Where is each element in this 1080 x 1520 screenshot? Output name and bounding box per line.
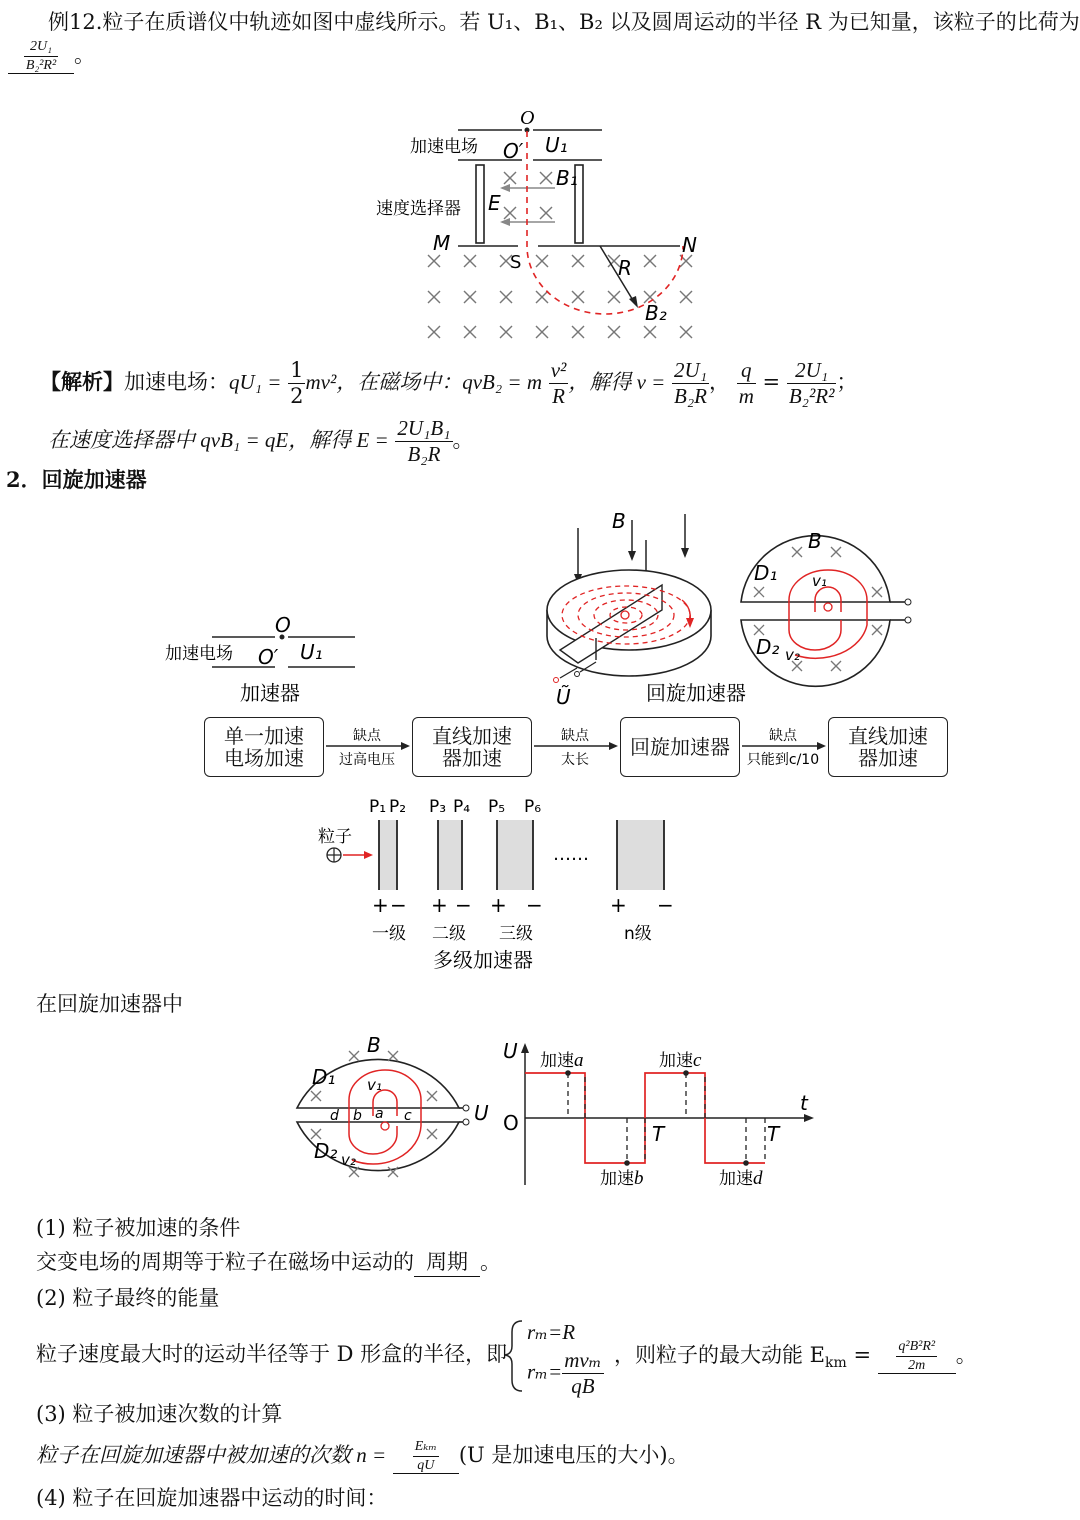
n-fraction [413, 1440, 439, 1473]
solution-text-c: mv²，在磁场中：qvB₂ = m [305, 370, 543, 394]
solution-text-d: ，解得 v = [568, 370, 666, 394]
axis-t: t [800, 1091, 808, 1115]
flow-box-1-l1: 单一加速 [224, 724, 304, 748]
ekm-num: q²B²R² [896, 1340, 937, 1357]
stage1-plus: + [372, 893, 389, 917]
accel-a-text: 加速 [540, 1051, 574, 1071]
point-a: a [375, 1106, 384, 1122]
qm-eq: = [762, 370, 781, 394]
label-cyclotron: 回旋加速器 [646, 681, 746, 705]
accel-b-letter: b [634, 1168, 644, 1189]
item-4-title: (4) 粒子在回旋加速器中运动的时间： [36, 1486, 388, 1510]
label-B-3d: B [612, 509, 626, 533]
label-M: M [433, 231, 451, 255]
ekm-fraction [896, 1340, 937, 1373]
stagen-minus: − [657, 893, 674, 917]
example-statement: 粒子在质谱仪中轨迹如图中虚线所示。若 U₁、B₁、B₂ 以及圆周运动的半径 R 为已知量，该粒子的比荷为 [102, 10, 1080, 34]
label-v2: v₂ [785, 646, 800, 664]
item-3-title: (3) 粒子被加速次数的计算 [36, 1402, 283, 1426]
label-B-f3: B [367, 1033, 381, 1057]
flow-box-2-l2: 器加速 [442, 746, 502, 770]
cyclotron-intro: 在回旋加速器中 [36, 992, 183, 1016]
label-v1: v₁ [812, 572, 827, 590]
plate-P5: P₅ [488, 797, 506, 817]
half-num: 1 [290, 358, 304, 382]
period-T-1: T [652, 1122, 665, 1146]
section-title: 2．回旋加速器 [6, 467, 147, 492]
ekm-den: 2m [908, 1358, 926, 1373]
plate-P1: P₁ [369, 797, 387, 817]
point-d: d [330, 1108, 339, 1124]
label-v2-f3: v₂ [341, 1151, 356, 1169]
item-2-text: 粒子速度最大时的运动半径等于 D 形盒的半径，即 [36, 1342, 508, 1366]
stagen-plus: + [610, 893, 627, 917]
example-number: 例12. [48, 10, 103, 34]
label-velocity-selector: 速度选择器 [376, 199, 461, 219]
plate-P2: P₂ [389, 797, 407, 817]
rm-eq-2-left: rₘ= [527, 1359, 563, 1384]
accel-a-letter: a [574, 1050, 584, 1071]
label-accel-field-2: 加速电场 [165, 644, 233, 664]
v2r-num: v² [550, 358, 567, 382]
label-accel-field: 加速电场 [410, 137, 478, 157]
axis-U: U [503, 1039, 518, 1063]
item-2-title: (2) 粒子最终的能量 [36, 1286, 220, 1310]
item-2-end: 。 [955, 1343, 977, 1367]
item-2-eq: = [846, 1343, 872, 1367]
flow-arrow-3-top: 缺点 [769, 728, 797, 744]
accel-d-text: 加速 [719, 1169, 753, 1189]
point-c: c [404, 1108, 412, 1124]
item-1-body: 交变电场的周期等于粒子在磁场中运动的 [36, 1250, 414, 1274]
answer-end: 。 [74, 43, 95, 67]
label-v1-f3: v₁ [367, 1076, 382, 1094]
qm-num: q [737, 360, 756, 384]
flow-arrow-3-bottom: 只能到c/10 [746, 752, 820, 768]
n-num: Eₖₘ [413, 1440, 439, 1457]
accel-c-text: 加速 [659, 1051, 693, 1071]
flow-box-4-l1: 直线加速 [848, 724, 928, 748]
label-B2: B₂ [645, 301, 667, 325]
solution-text-b: qU₁ = [229, 370, 282, 394]
item-3-body: 粒子在回旋加速器中被加速的次数 n = [36, 1443, 387, 1467]
flow-arrow-2-top: 缺点 [561, 728, 589, 744]
qm-val-den: B₂²R² [788, 384, 835, 408]
stage3-plus: + [490, 893, 507, 917]
plate-P6: P₆ [524, 797, 542, 817]
item-3-after: (U 是加速电压的大小)。 [458, 1443, 689, 1467]
multistage-dots: …… [553, 844, 589, 865]
label-O-prime: O′ [503, 139, 524, 163]
stage-2-label: 二级 [432, 924, 466, 944]
rm-den: qB [571, 1374, 595, 1398]
e-num: 2U₁B₁ [397, 416, 451, 440]
accel-c-letter: c [693, 1050, 702, 1071]
flow-box-2-l1: 直线加速 [432, 724, 512, 748]
accel-d-letter: d [753, 1168, 763, 1189]
label-S: S [510, 252, 522, 273]
flow-box-3-l1: 回旋加速器 [630, 735, 730, 759]
solution-line2-end: 。 [452, 428, 474, 452]
label-U-tilde: Ũ [556, 685, 571, 709]
e-den: B₂R [407, 442, 441, 466]
v-num: 2U₁ [674, 358, 707, 382]
label-D2-f3: D₂ [314, 1139, 338, 1163]
label-U1: U₁ [545, 133, 568, 157]
plate-P4: P₄ [453, 797, 471, 817]
qm-val-num: 2U₁ [787, 360, 837, 384]
label-N: N [682, 233, 697, 257]
label-U1-acc: U₁ [300, 640, 323, 664]
multistage-title: 多级加速器 [433, 948, 533, 972]
solution-line2-text: 在速度选择器中 qvB₁ = qE，解得 E = [48, 428, 389, 452]
n-den: qU [417, 1458, 435, 1473]
accel-b-text: 加速 [600, 1169, 634, 1189]
rm-eq-2 [527, 1350, 604, 1397]
flow-box-1-l2: 电场加速 [224, 746, 304, 770]
label-O-acc: O [275, 613, 291, 637]
label-U-f3: U [474, 1101, 489, 1125]
flow-box-4-l2: 器加速 [858, 746, 918, 770]
origin-O: O [503, 1111, 519, 1135]
half-den: 2 [290, 384, 304, 408]
km-subscript: km [825, 1355, 847, 1372]
v-den: B₂R [674, 384, 707, 408]
rm-num: mvₘ [564, 1348, 602, 1372]
answer-denominator: B₂²R² [25, 58, 57, 73]
label-D2: D₂ [756, 635, 780, 659]
item-1-end: 。 [480, 1250, 501, 1274]
label-B-top: B [808, 529, 822, 553]
label-particle: 粒子 [318, 827, 352, 847]
item-3-text [36, 1440, 689, 1474]
label-R: R [618, 256, 632, 280]
label-E: E [488, 191, 501, 215]
answer-numerator: 2U₁ [24, 40, 58, 57]
item-2-text2: ，则粒子的最大动能 E [614, 1343, 826, 1367]
qm-den: m [738, 384, 754, 408]
flow-arrow-2-bottom: 太长 [561, 752, 589, 768]
plate-P3: P₃ [429, 797, 447, 817]
solution-text-a: 加速电场： [124, 370, 229, 394]
stage-1-label: 一级 [372, 924, 406, 944]
stage2-minus: − [455, 893, 472, 917]
item-2-energy [614, 1340, 977, 1377]
v2r-den: R [552, 384, 565, 408]
stage-n-label: n级 [624, 924, 652, 944]
flow-arrow-1-bottom: 过高电压 [339, 752, 395, 768]
rm-fraction [562, 1350, 603, 1397]
period-T-2: T [767, 1122, 780, 1146]
stage3-minus: − [526, 893, 543, 917]
label-O-prime-acc: O′ [258, 645, 279, 669]
item-1-answer: 周期 [414, 1248, 480, 1277]
item-1-title: (1) 粒子被加速的条件 [36, 1216, 241, 1240]
solution-line-1: 【解析】加速电场：qU₁ = $\frac{1}{2}$ mv²，在磁场中：qvB₂ = m $\frac{\text{v²}}{R}$ ，解得 v = $\frac{\text{2U₁}}{\text{B₂R}}$ ， $\frac{q}{m}$ = $\frac{\text{2U₁}}{\text{B₂²R²}}$ ； [40, 358, 858, 408]
stage-3-label: 三级 [499, 924, 533, 944]
rm-eq-1: rₘ=R [527, 1320, 576, 1344]
label-O: O [520, 107, 535, 129]
label-accelerator: 加速器 [240, 681, 300, 705]
solution-semi: ； [836, 370, 858, 394]
label-D1: D₁ [754, 561, 778, 585]
solution-head: 【解析】 [40, 369, 124, 394]
stage1-minus: − [390, 893, 407, 917]
label-B1: B₁ [556, 166, 578, 190]
point-b: b [353, 1108, 362, 1124]
label-D1-f3: D₁ [312, 1065, 336, 1089]
flow-arrow-1-top: 缺点 [353, 728, 381, 744]
stage2-plus: + [431, 893, 448, 917]
